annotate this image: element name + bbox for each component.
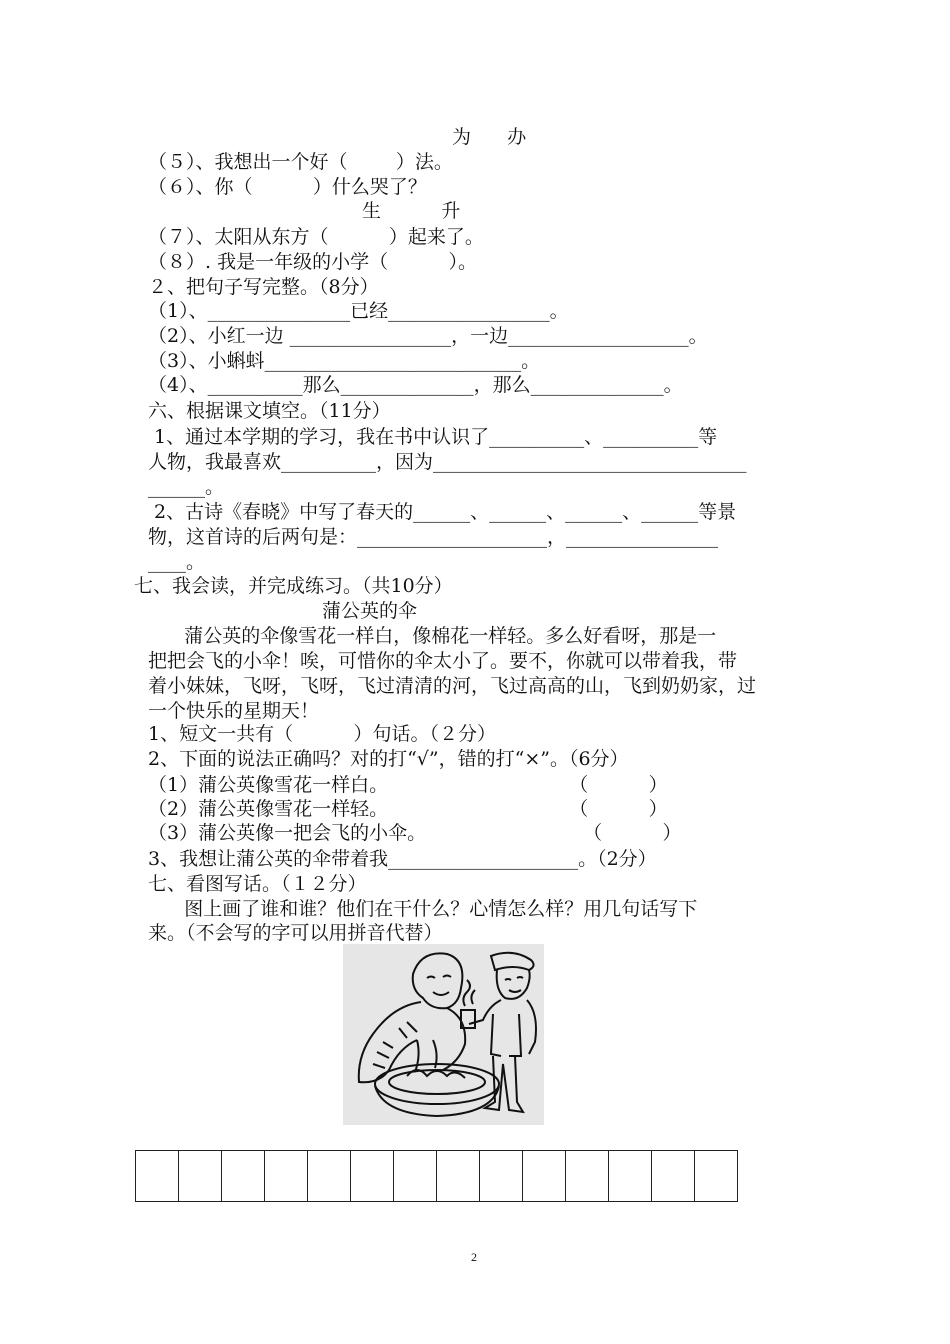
writing-grid (135, 1150, 738, 1202)
sentence-2: （2）、小红一边 _________________，一边___________________。 (148, 325, 708, 347)
section-2-title: ２、把句子写完整。（8分） (148, 276, 379, 298)
illustration (343, 944, 544, 1125)
fill-2-line-1: 2、古诗《春晓》中写了春天的______、______、______、______等景 (148, 501, 737, 523)
illustration-drawing (343, 944, 544, 1125)
grid-cell[interactable] (652, 1150, 695, 1202)
reading-q3: 3、我想让蒲公英的伞带着我____________________。（2分） (148, 848, 657, 870)
fill-1-line-1: 1、通过本学期的学习，我在书中认识了__________、__________等 (148, 426, 718, 448)
sentence-4: （4）、__________那么______________，那么______________。 (148, 374, 683, 396)
passage-line-3: 着小妹妹，飞呀，飞呀，飞过清清的河，飞过高高的山，飞到奶奶家，过 (148, 675, 757, 697)
fill-2-line-3: ____。 (148, 551, 206, 573)
char-choice-1: 为 办 (452, 126, 527, 148)
grid-cell[interactable] (308, 1150, 351, 1202)
grid-cell[interactable] (179, 1150, 222, 1202)
grid-cell[interactable] (394, 1150, 437, 1202)
picture-prompt-line-2: 来。（不会写的字可以用拼音代替） (148, 922, 443, 944)
q-8: （８）. 我是一年级的小学（ ）。 (148, 251, 477, 273)
grid-cell[interactable] (136, 1150, 179, 1202)
passage-title: 蒲公英的伞 (322, 600, 418, 622)
grid-cell[interactable] (351, 1150, 394, 1202)
fill-2-line-2: 物，这首诗的后两句是：____________________，________________ (148, 526, 719, 548)
grid-cell[interactable] (566, 1150, 609, 1202)
reading-q1: 1、短文一共有（ ）句话。（２分） (148, 723, 496, 745)
fill-1-line-2: 人物，我最喜欢__________，因为_________________________________ (148, 451, 747, 473)
grid-cell[interactable] (265, 1150, 308, 1202)
grid-cell[interactable] (609, 1150, 652, 1202)
passage-line-1: 蒲公英的伞像雪花一样白，像棉花一样轻。多么好看呀，那是一 (148, 625, 717, 647)
grid-cell[interactable] (222, 1150, 265, 1202)
grid-cell[interactable] (523, 1150, 566, 1202)
q-7: （７）、太阳从东方（ ）起来了。 (148, 226, 484, 248)
sentence-1: （1）、_______________已经_________________。 (148, 300, 569, 322)
grid-cell[interactable] (695, 1150, 738, 1202)
sentence-3: （3）、小蝌蚪___________________________。 (148, 350, 541, 372)
grid-cell[interactable] (437, 1150, 480, 1202)
reading-q2-item-3: （3）蒲公英像一把会飞的小伞。 （ ） (148, 822, 682, 844)
reading-q2: 2、下面的说法正确吗？对的打“√”，错的打“×”。（6分） (148, 748, 629, 770)
section-picture-title: 七、看图写话。（１２分） (148, 873, 367, 895)
q-6: （６）、你（ ）什么哭了？ (148, 176, 427, 198)
section-7-title: 七、我会读，并完成练习。（共10分） (134, 575, 453, 597)
char-choice-2: 生 升 (362, 200, 461, 222)
page-number: 2 (471, 1250, 477, 1264)
passage-line-4: 一个快乐的星期天！ (148, 700, 320, 722)
passage-line-2: 把把会飞的小伞！唉，可惜你的伞太小了。要不，你就可以带着我，带 (148, 650, 738, 672)
picture-prompt-line-1: 图上画了谁和谁？他们在干什么？心情怎么样？用几句话写下 (148, 898, 698, 920)
fill-1-line-3: ______。 (148, 476, 225, 498)
reading-q2-item-1: （1）蒲公英像雪花一样白。 （ ） (148, 774, 668, 796)
section-6-title: 六、根据课文填空。（11分） (148, 400, 391, 422)
q-5: （５）、我想出一个好（ ）法。 (148, 151, 453, 173)
grid-cell[interactable] (480, 1150, 523, 1202)
reading-q2-item-2: （2）蒲公英像雪花一样轻。 （ ） (148, 798, 668, 820)
